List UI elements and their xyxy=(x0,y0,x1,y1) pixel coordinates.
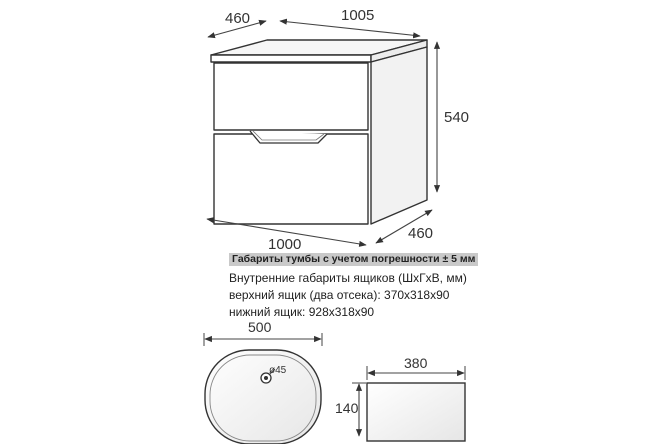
label-side-width: 380 xyxy=(404,355,428,371)
top-drawer-front xyxy=(214,63,368,130)
basin-top-view xyxy=(204,333,322,444)
drawer-handle-groove xyxy=(250,131,327,143)
upper-drawer-dims: верхний ящик (два отсека): 370х318х90 xyxy=(229,288,450,302)
drawers-internal-dims-title: Внутренние габариты ящиков (ШхГхВ, мм) xyxy=(229,271,467,285)
basin-side-view xyxy=(352,366,465,441)
label-width-top: 1005 xyxy=(341,7,375,24)
basin-side-body xyxy=(367,383,465,441)
bottom-drawer-front xyxy=(214,134,368,224)
label-depth-top: 460 xyxy=(225,10,251,27)
label-height: 540 xyxy=(444,109,470,126)
label-basin-width: 500 xyxy=(248,319,272,335)
cabinet-side-face xyxy=(371,47,427,224)
cabinet-top-edge xyxy=(211,55,371,62)
lower-drawer-dims: нижний ящик: 928х318х90 xyxy=(229,305,375,319)
label-side-height: 140 xyxy=(335,400,359,416)
tolerance-note: Габариты тумбы с учетом погрешности ± 5 мм xyxy=(229,253,478,266)
label-drain-diameter: ø45 xyxy=(269,365,287,376)
label-width-bottom: 1000 xyxy=(268,236,302,253)
label-depth-bottom: 460 xyxy=(408,225,434,242)
cabinet-drawing xyxy=(211,40,427,224)
